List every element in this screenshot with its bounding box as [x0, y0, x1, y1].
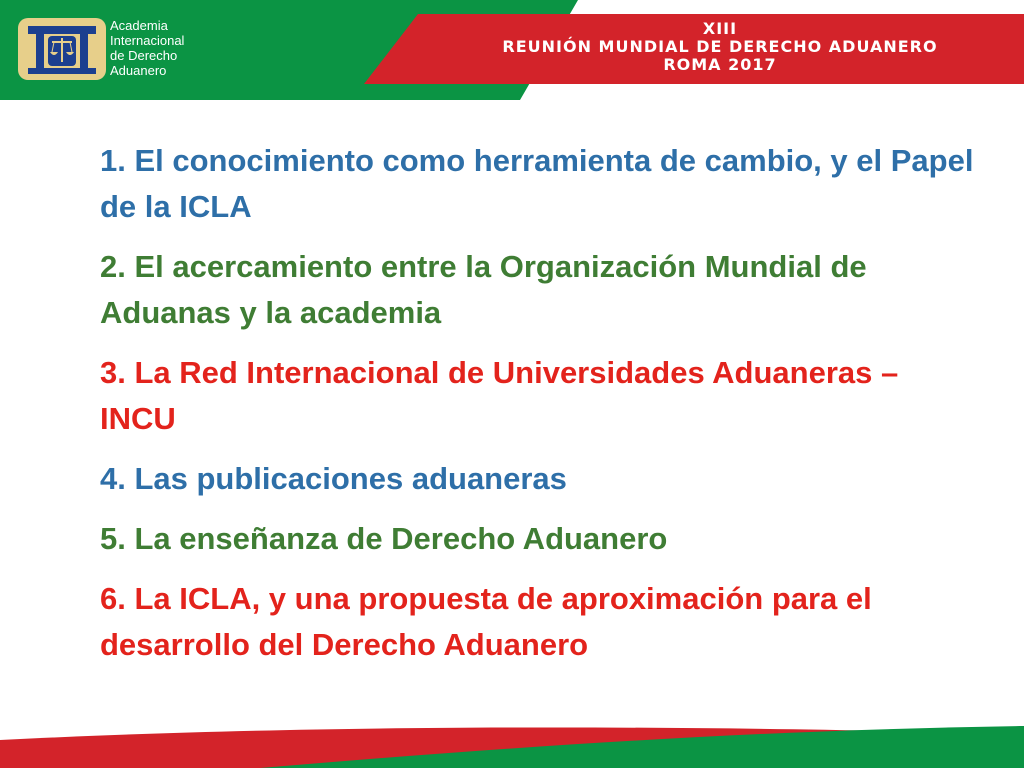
event-name: REUNIÓN MUNDIAL DE DERECHO ADUANERO	[502, 37, 938, 56]
org-line-4: Aduanero	[110, 63, 167, 78]
agenda-item-3: 3. La Red Internacional de Universidades Aduaneras – INCU	[100, 355, 899, 436]
organization-name	[110, 18, 240, 78]
agenda-item-5: 5. La enseñanza de Derecho Aduanero	[100, 521, 668, 556]
event-edition: XIII	[702, 19, 738, 38]
org-line-2: Internacional	[110, 33, 185, 48]
scales-of-justice-icon	[18, 18, 106, 80]
event-title	[420, 20, 1020, 74]
agenda-item-2: 2. El acercamiento entre la Organización Mundial de Aduanas y la academia	[100, 249, 867, 330]
event-location-year: ROMA 2017	[663, 55, 777, 74]
agenda-item-1: 1. El conocimiento como herramienta de cambio, y el Papel de la ICLA	[100, 143, 974, 224]
academy-logo	[18, 18, 106, 80]
org-line-3: de Derecho	[110, 48, 178, 63]
agenda-item-6: 6. La ICLA, y una propuesta de aproximación para el desarrollo del Derecho Aduanero	[100, 581, 872, 662]
agenda-item-4: 4. Las publicaciones aduaneras	[100, 461, 567, 496]
agenda-list	[100, 138, 980, 682]
org-line-1: Academia	[110, 18, 168, 33]
footer-wave	[0, 700, 1024, 768]
